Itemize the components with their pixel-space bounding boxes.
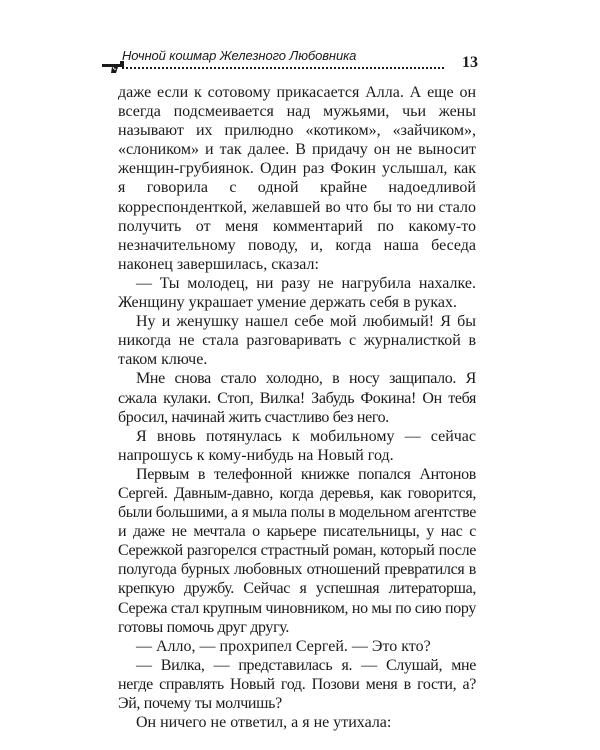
- paragraph: Он ничего не ответил, а я не утихала:: [136, 714, 392, 732]
- page-number: 13: [462, 54, 478, 71]
- body-text: [118, 83, 476, 732]
- paragraph: Первым в телефонной книжке попался Антонов Сергей. Давным-давно, когда деревья, как говорится, были большими, а я мыла полы в модельном агентстве и даже не мечтала о карьере писательницы, у нас с Сережкой разгорелся страстный роман, который после полугода бурных любовных отношений превратился в крепкую дружбу. Сейчас я успешная литераторша, Сережа стал крупным чиновником, но мы по сию пору готовы помочь друг другу.: [118, 465, 476, 636]
- paragraph: даже если к сотовому прикасается Алла. А еще он всегда подсмеивается над мужьями, чьи жены называют их прилюдно «котиком», «зайчиком», «слоником» и так далее. В придачу он не выносит женщин-грубиянок. Один раз Фокин услышал, как я говорила с одной крайне надоедливой корреспонденткой, желавшей во что бы то ни стало получить от меня комментарий по какому-то незначительному поводу, и, когда наша беседа наконец завершилась, сказал:: [118, 84, 476, 273]
- paragraph: — Алло, — прохрипел Сергей. — Это кто?: [136, 637, 431, 655]
- paragraph: — Ты молодец, ни разу не нагрубила нахалке. Женщину украшает умение держать себя в руках.: [118, 274, 476, 312]
- paragraph: Мне снова стало холодно, в носу защипало. Я сжала кулаки. Стоп, Вилка! Забудь Фокина! Он тебя бросил, начинай жить счастливо без него.: [118, 370, 476, 426]
- running-title: Ночной кошмар Железного Любовника: [122, 48, 357, 63]
- paragraph: — Вилка, — представилась я. — Слушай, мне негде справлять Новый год. Позови меня в гости, а? Эй, почему ты молчишь?: [118, 656, 476, 712]
- paragraph: Ну и женушку нашел себе мой любимый! Я бы никогда не стала разговаривать с журналисткой в таком ключе.: [118, 313, 476, 369]
- running-header: [100, 48, 478, 74]
- dot-leader: [122, 67, 444, 69]
- paragraph: Я вновь потянулась к мобильному — сейчас напрошусь к кому-нибудь на Новый год.: [118, 427, 476, 464]
